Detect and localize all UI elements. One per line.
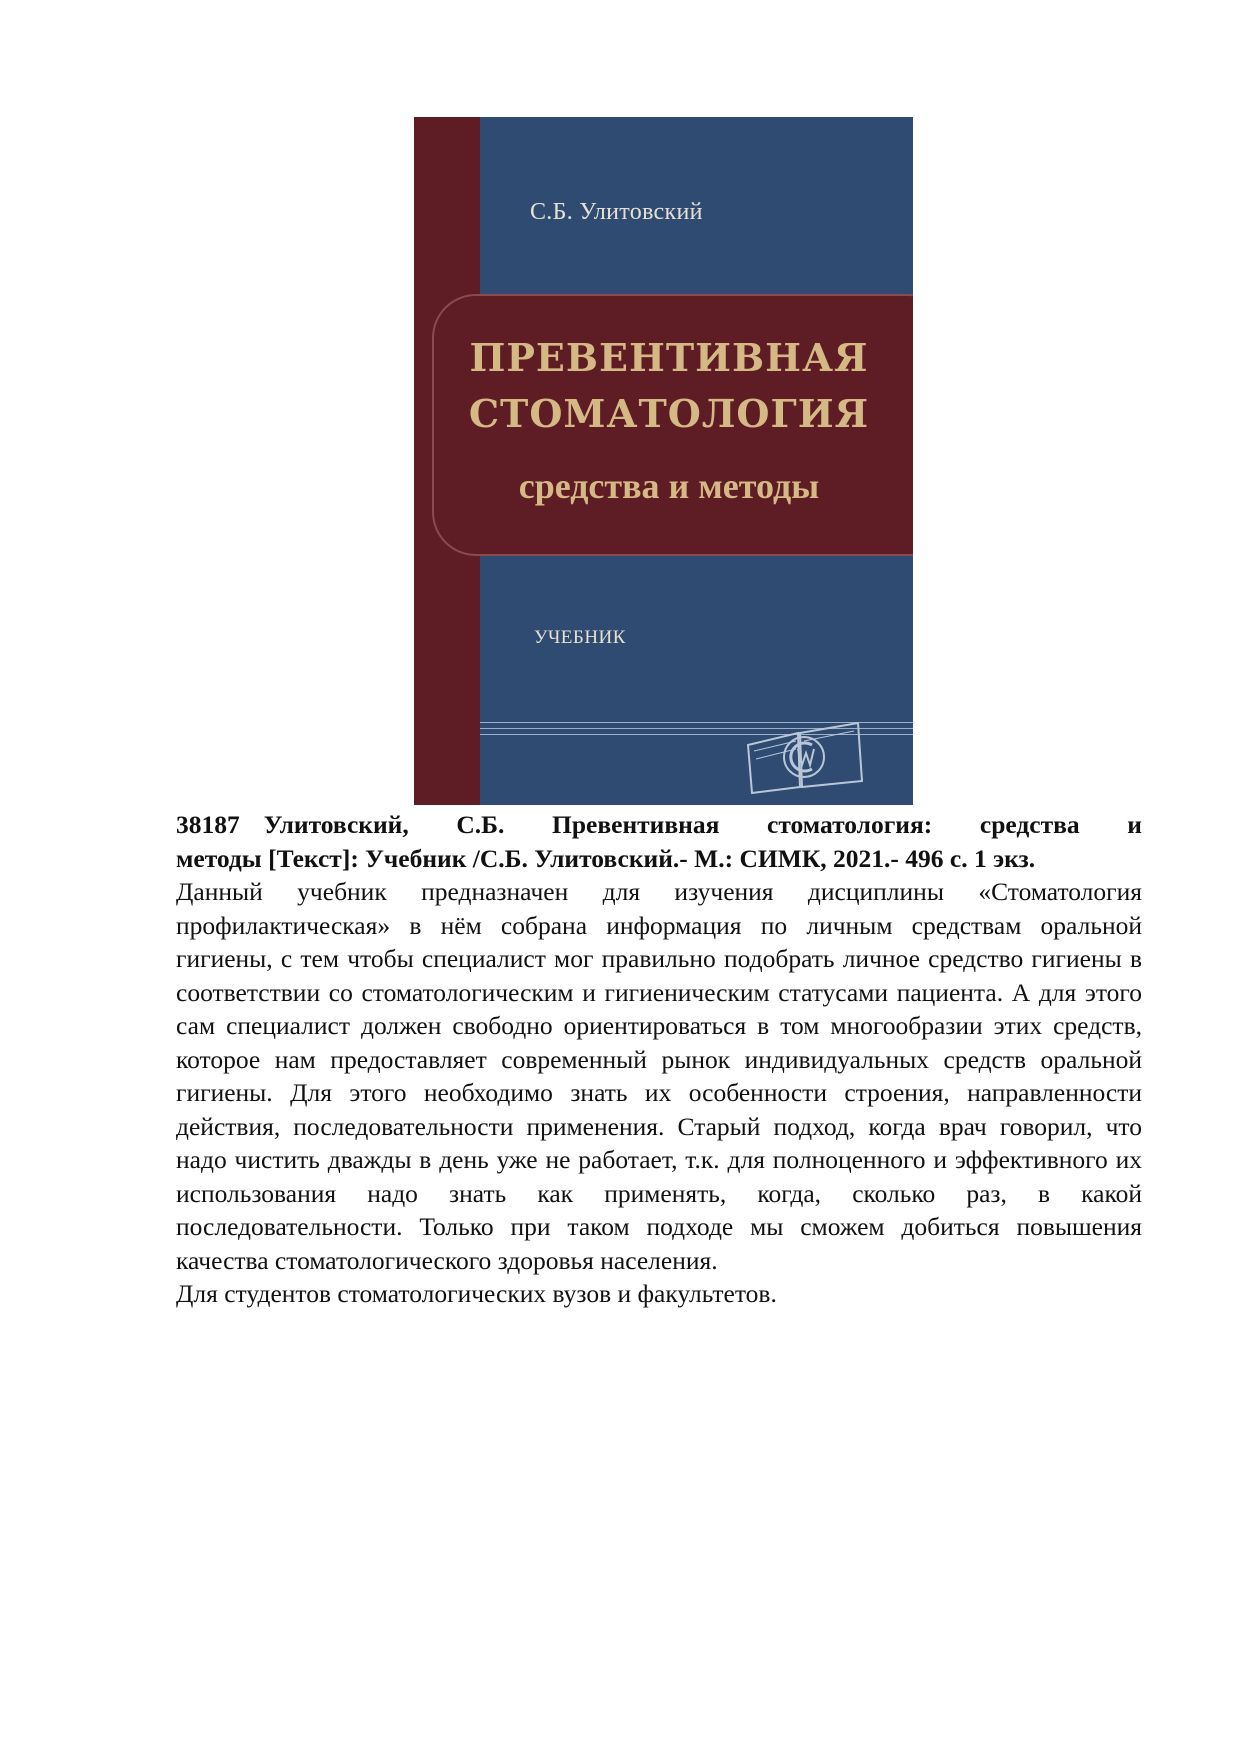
cover-subtitle: средства и методы <box>518 466 820 506</box>
entry-annotation: Данный учебник предназначен для изучения дисциплины «Стоматология профилактическая» в нём собрана информация по личным средствам оральной гигиены, с тем чтобы специалист мог правильно подобрать личное средство гигиены в соответствии со стоматологическим и гигиеническим статусами пациента. А для этого сам специалист должен свободно ориентироваться в том многообразии этих средств, которое нам предоставляет современный рынок индивидуальных средств оральной гигиены. Для этого необходимо знать их особенности строения, направленности действия, последовательности применения. Старый подход, когда врач говорил, что надо чистить дважды в день уже не работает, т.к. для полноценного и эффективного их использования надо знать как применять, когда, сколько раз, в какой последовательности. Только при таком подходе мы сможем добиться повышения качества стоматологического здоровья населения. <box>176 877 1142 1275</box>
cover-author: С.Б. Улитовский <box>530 199 703 225</box>
cover-genre: УЧЕБНИК <box>534 627 626 648</box>
entry-audience: Для студентов стоматологических вузов и факультетов. <box>176 1279 777 1308</box>
entry-heading <box>176 808 1142 875</box>
bibliographic-entry <box>176 808 1142 1311</box>
publisher-logo-icon <box>740 715 870 795</box>
entry-number: 38187 <box>176 810 240 839</box>
entry-heading-line-2: методы [Текст]: Учебник /С.Б. Улитовский.- М.: СИМК, 2021.- 496 с. 1 экз. <box>176 843 1036 873</box>
entry-heading-line-1: Улитовский, С.Б. Превентивная стоматология: средства и <box>263 810 1142 839</box>
book-cover-image <box>414 117 913 805</box>
cover-title-line-2: СТОМАТОЛОГИЯ <box>468 391 870 436</box>
cover-title-line-1: ПРЕВЕНТИВНАЯ <box>469 335 869 380</box>
